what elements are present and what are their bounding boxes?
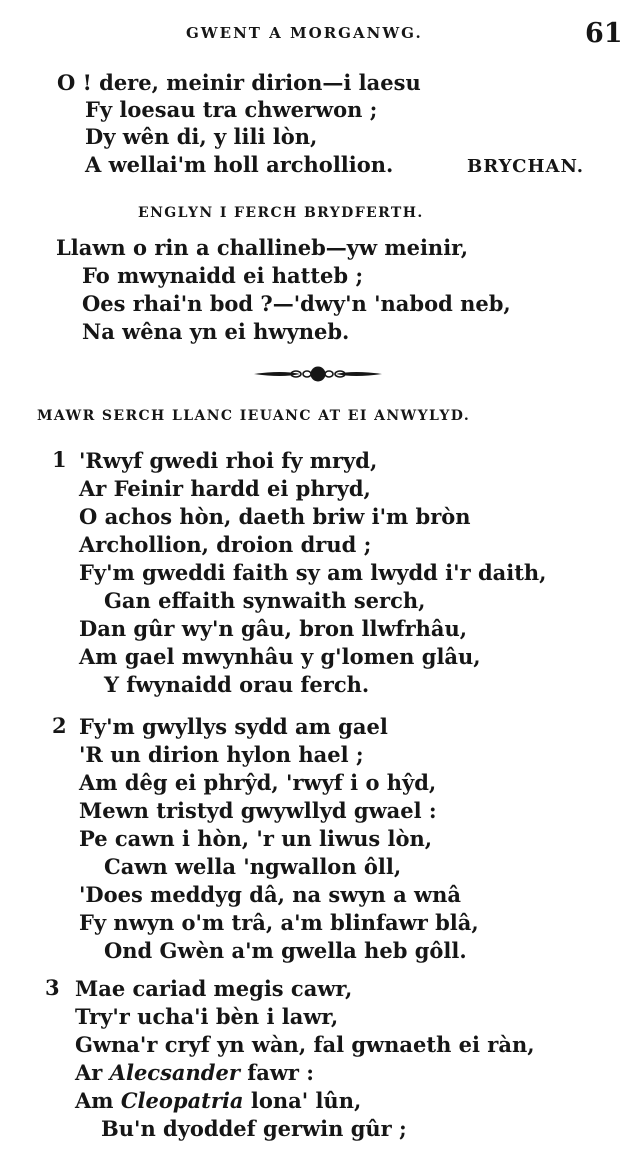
verse-line: Oes rhai'n bod ?—'dwy'n 'nabod neb,: [82, 291, 511, 316]
poem-title: ENGLYN I FERCH BRYDFERTH.: [138, 205, 424, 221]
verse-line: Dy wên di, y lili lòn,: [85, 124, 318, 149]
verse-line: Fo mwynaidd ei hatteb ;: [82, 263, 364, 288]
verse-line: Mewn tristyd gwywllyd gwael :: [79, 798, 437, 823]
verse-line: Fy loesau tra chwerwon ;: [85, 97, 378, 122]
verse-line: Mae cariad megis cawr,: [75, 976, 353, 1001]
verse-line: Ar Feinir hardd ei phryd,: [79, 476, 371, 501]
page-header: [0, 18, 633, 49]
running-head: GWENT A MORGANWG.: [186, 24, 423, 42]
verse-line: Am gael mwynhâu y g'lomen glâu,: [79, 644, 481, 669]
verse-line: Pe cawn i hòn, 'r un liwus lòn,: [79, 826, 433, 851]
verse-line: Fy nwyn o'm trâ, a'm blinfawr blâ,: [79, 910, 479, 935]
verse-line: 'Rwyf gwedi rhoi fy mryd,: [79, 448, 378, 473]
proper-name: Cleopatria: [120, 1088, 244, 1113]
verse-line: Gan effaith synwaith serch,: [104, 588, 426, 613]
verse-line: Am dêg ei phrŷd, 'rwyf i o hŷd,: [79, 770, 437, 795]
stanza-number: 1: [52, 447, 67, 472]
verse-line: Fy'm gwyllys sydd am gael: [79, 714, 388, 739]
author-signature: BRYCHAN.: [467, 156, 585, 177]
verse-line: Fy'm gweddi faith sy am lwydd i'r daith,: [79, 560, 547, 585]
verse-line: Na wêna yn ei hwyneb.: [82, 319, 350, 344]
verse-line: O ! dere, meinir dirion—i laesu: [57, 70, 421, 95]
verse-line: O achos hòn, daeth briw i'm bròn: [79, 504, 471, 529]
poem-title: MAWR SERCH LLANC IEUANC AT EI ANWYLYD.: [37, 408, 471, 424]
verse-line: 'Does meddyg dâ, na swyn a wnâ: [79, 882, 461, 907]
verse-line: Y fwynaidd orau ferch.: [104, 672, 370, 697]
ornament-divider-icon: [252, 364, 384, 384]
verse-line: Archollion, droion drud ;: [79, 532, 372, 557]
verse-line: 'R un dirion hylon hael ;: [79, 742, 364, 767]
verse-line: Cawn wella 'ngwallon ôll,: [104, 854, 402, 879]
verse-line: Ar Alecsander fawr :: [75, 1060, 315, 1085]
verse-line: Am Cleopatria lona' lûn,: [75, 1088, 362, 1113]
page-number: 61: [585, 18, 623, 49]
verse-line: Bu'n dyoddef gerwin gûr ;: [101, 1116, 407, 1141]
verse-line: Gwna'r cryf yn wàn, fal gwnaeth ei ràn,: [75, 1032, 535, 1057]
verse-line: Try'r ucha'i bèn i lawr,: [75, 1004, 339, 1029]
verse-line: Dan gûr wy'n gâu, bron llwfrhâu,: [79, 616, 468, 641]
verse-line: Llawn o rin a challineb—yw meinir,: [56, 235, 469, 260]
stanza-number: 3: [45, 975, 60, 1000]
verse-line: A wellai'm holl archollion.: [85, 152, 394, 177]
verse-line: Ond Gwèn a'm gwella heb gôll.: [104, 938, 467, 963]
stanza-number: 2: [52, 713, 67, 738]
proper-name: Alecsander: [109, 1060, 240, 1085]
